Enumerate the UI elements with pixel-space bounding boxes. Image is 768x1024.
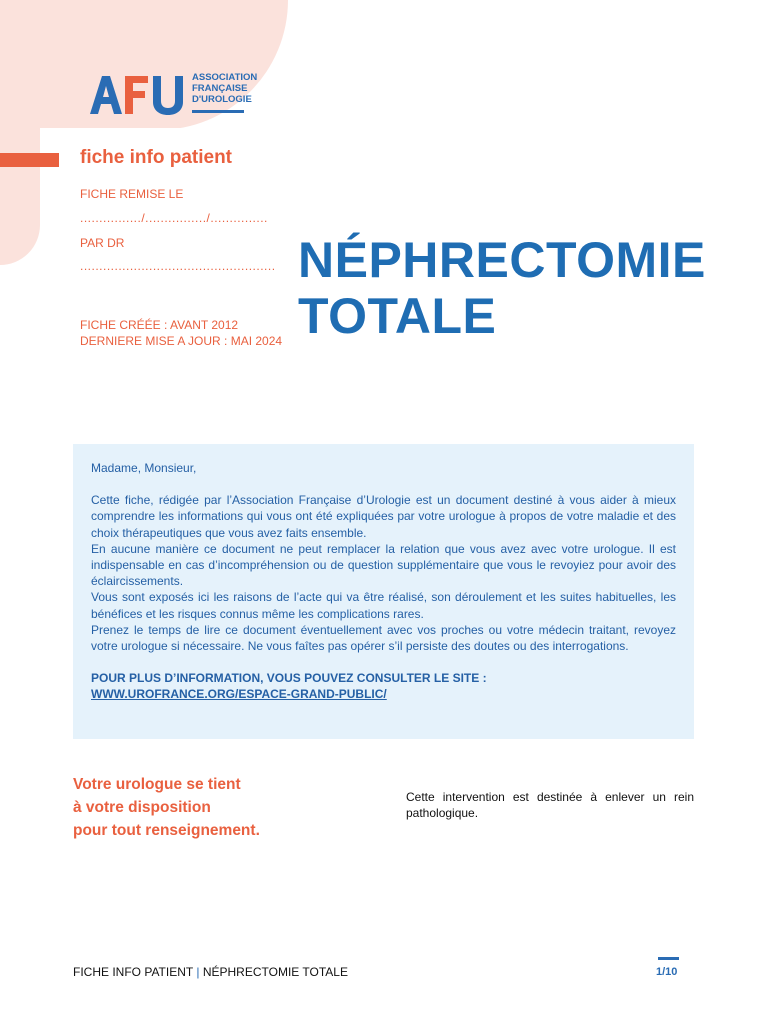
- urologist-tagline: [73, 773, 260, 842]
- title-line-1: NÉPHRECTOMIE: [298, 232, 706, 288]
- updated-date: DERNIERE MISE A JOUR : MAI 2024: [80, 334, 283, 348]
- intervention-intro: Cette intervention est destinée à enlever un rein pathologique.: [406, 790, 694, 820]
- left-pink-band: [0, 0, 40, 265]
- paragraph-contents: Vous sont exposés ici les raisons de l’acte qui va être réalisé, son déroulement et les suites habituelles, les bénéfices et les risques connus même les complications rares.: [91, 590, 676, 621]
- tagline-line-3: pour tout renseignement.: [73, 822, 260, 839]
- logo-line-3: D'UROLOGIE: [192, 94, 252, 105]
- document-title: [298, 232, 706, 344]
- footer-label: FICHE INFO PATIENT: [73, 965, 194, 979]
- logo-line-1: ASSOCIATION: [192, 72, 258, 83]
- urofrance-site-link[interactable]: WWW.UROFRANCE.ORG/ESPACE-GRAND-PUBLIC/: [91, 687, 387, 702]
- greeting: Madame, Monsieur,: [91, 461, 197, 475]
- paragraph-relationship: En aucune manière ce document ne peut remplacer la relation que vous avez avec votre urologue. Il est indispensable en cas d’incompréhension ou de question supplémentaire que vous le revoyiez pour avoir des éclaircissements.: [91, 541, 676, 589]
- tagline-line-2: à votre disposition: [73, 799, 211, 816]
- par-dr-label: PAR DR: [80, 236, 125, 250]
- information-box: [73, 444, 694, 739]
- logo-organization-name: [192, 72, 257, 105]
- orange-tab-marker: [0, 153, 59, 167]
- paragraph-purpose: Cette fiche, rédigée par l’Association Française d’Urologie est un document destiné à vous aider à mieux comprendre les informations qui vous ont été expliquées par votre urologue à propos de votre maladie et des choix thérapeutiques que vous avez faits ensemble.: [91, 493, 676, 540]
- page-number-bar: [658, 957, 679, 960]
- more-info-label: POUR PLUS D’INFORMATION, VOUS POUVEZ CONSULTER LE SITE :: [91, 671, 487, 686]
- doctor-fill-field: ...................................................: [80, 259, 276, 273]
- paragraph-advice: Prenez le temps de lire ce document éventuellement avec vos proches ou votre médecin traitant, revoyez votre urologue si nécessaire. Ne vous faîtes pas opérer s’il persiste des doutes ou des interrogations.: [91, 622, 676, 654]
- title-line-2: TOTALE: [298, 288, 497, 344]
- created-date: FICHE CRÉÉE : AVANT 2012: [80, 318, 239, 332]
- fiche-info-patient-heading: fiche info patient: [80, 147, 232, 168]
- footer-title: [73, 965, 348, 979]
- footer-document-name: NÉPHRECTOMIE TOTALE: [202, 965, 348, 979]
- date-fill-field: ................/................/...............: [80, 211, 268, 225]
- page-number: 1/10: [656, 966, 678, 978]
- information-box-content: [91, 460, 676, 703]
- footer-separator: |: [196, 965, 200, 979]
- fiche-remise-label: FICHE REMISE LE: [80, 187, 184, 201]
- logo-underline: [192, 110, 244, 113]
- tagline-line-1: Votre urologue se tient: [73, 776, 241, 793]
- afu-logo: [88, 70, 268, 120]
- afu-logo-mark: [88, 72, 188, 116]
- logo-line-2: FRANÇAISE: [192, 83, 248, 94]
